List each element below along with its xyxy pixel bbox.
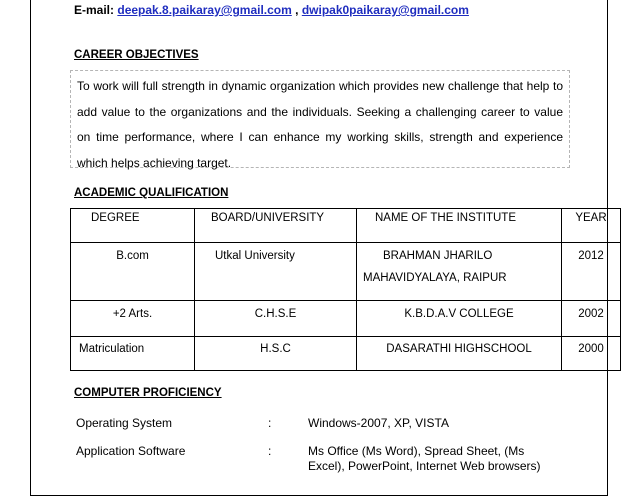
- board-text: Utkal University: [215, 250, 295, 262]
- career-objectives-box: [70, 70, 570, 168]
- column-header-board: BOARD/UNIVERSITY: [195, 209, 357, 243]
- cell-board: [195, 301, 357, 337]
- academic-qualification-heading: ACADEMIC QUALIFICATION: [74, 187, 229, 199]
- institute-line-1: BRAHMAN JHARILO: [383, 250, 493, 262]
- degree-text: +2 Arts.: [112, 308, 153, 320]
- table-row: [71, 337, 621, 371]
- table-row: [71, 301, 621, 337]
- institute-line-1: K.B.D.A.V COLLEGE: [404, 308, 514, 320]
- cell-board: [195, 243, 357, 301]
- email-separator: ,: [291, 3, 302, 17]
- computer-proficiency-heading: COMPUTER PROFICIENCY: [74, 387, 222, 399]
- cell-institute: [357, 337, 562, 371]
- email-label: E-mail:: [74, 3, 115, 17]
- cell-board: [195, 337, 357, 371]
- proficiency-key: Application Software: [76, 444, 186, 458]
- email-row: [74, 3, 469, 17]
- proficiency-key: Operating System: [76, 416, 173, 430]
- career-objectives-text: To work will full strength in dynamic organization which provides new challenge that help to add value to the organizations and the individuals. Seeking a challenging career to value on time performance, where I can enhance my working skills, strength and experience which helps achieving target.: [77, 79, 563, 170]
- institute-line-1: DASARATHI HIGHSCHOOL: [386, 343, 532, 355]
- proficiency-value: [308, 416, 548, 431]
- year-text: 2000: [578, 343, 604, 355]
- email-link-primary[interactable]: deepak.8.paikaray@gmail.com: [117, 3, 292, 17]
- column-header-degree: DEGREE: [71, 209, 195, 243]
- column-header-year: YEAR: [562, 209, 621, 243]
- proficiency-colon: :: [268, 444, 272, 458]
- degree-text: B.com: [116, 250, 149, 262]
- cell-institute: [357, 243, 562, 301]
- cell-year: [562, 243, 621, 301]
- proficiency-value-line-1: Ms Office (Ms Word), Spread Sheet, (Ms: [308, 444, 525, 458]
- cell-degree: [71, 301, 195, 337]
- proficiency-value-line-2: Excel), PowerPoint, Internet Web browsers): [308, 459, 541, 473]
- career-objectives-heading: CAREER OBJECTIVES: [74, 49, 199, 61]
- cell-institute: [357, 301, 562, 337]
- year-text: 2002: [578, 308, 604, 320]
- proficiency-value: [308, 444, 548, 474]
- column-header-institute: NAME OF THE INSTITUTE: [357, 209, 562, 243]
- table-header-row: [71, 209, 621, 243]
- proficiency-colon: :: [268, 416, 272, 430]
- table-row: [71, 243, 621, 301]
- board-text: H.S.C: [260, 343, 291, 355]
- institute-line-2: MAHAVIDYALAYA, RAIPUR: [363, 272, 507, 284]
- email-link-secondary[interactable]: dwipak0paikaray@gmail.com: [301, 3, 469, 17]
- cell-year: [562, 337, 621, 371]
- year-text: 2012: [578, 250, 604, 262]
- academic-qualification-table: [70, 208, 621, 371]
- proficiency-value-line-1: Windows-2007, XP, VISTA: [308, 416, 449, 430]
- cell-year: [562, 301, 621, 337]
- cell-degree: [71, 243, 195, 301]
- board-text: C.H.S.E: [254, 308, 297, 320]
- degree-text: Matriculation: [79, 343, 145, 355]
- cell-degree: [71, 337, 195, 371]
